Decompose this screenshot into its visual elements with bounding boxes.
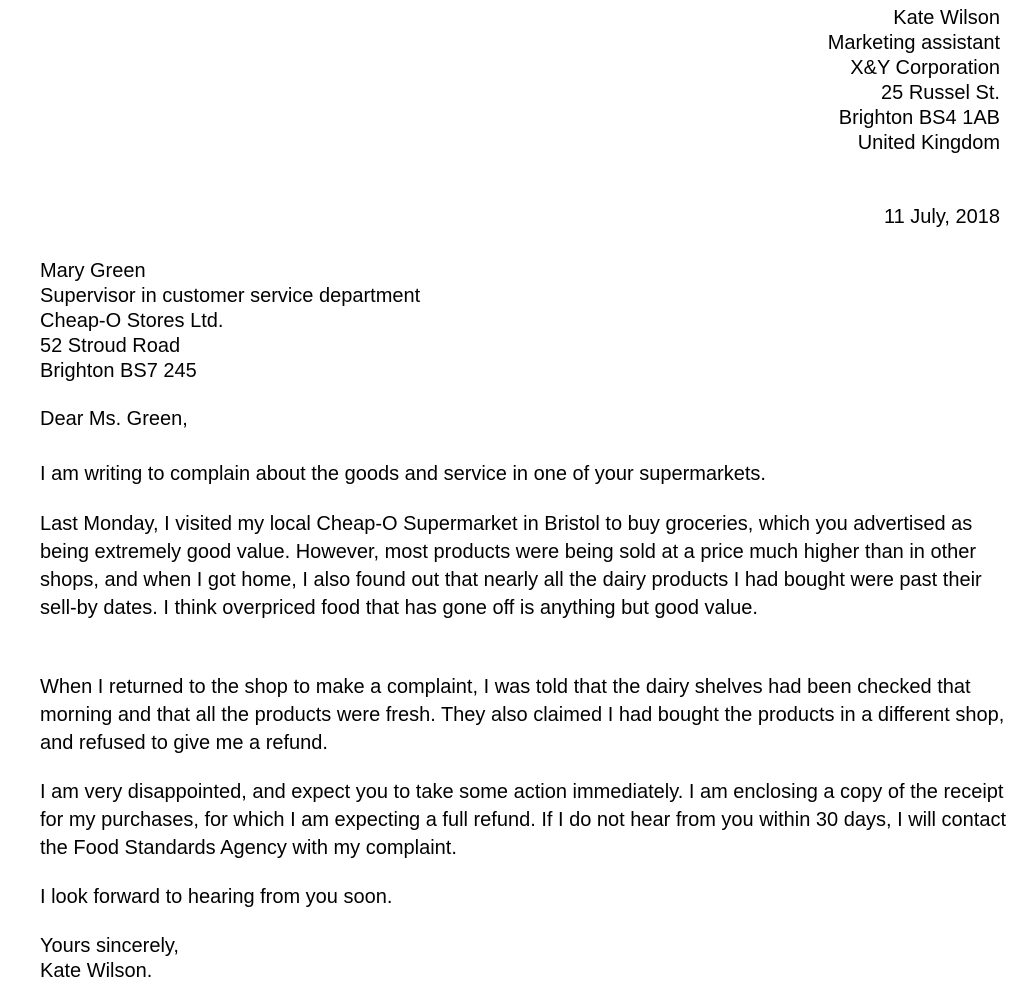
sender-city: Brighton BS4 1AB bbox=[838, 107, 1000, 129]
salutation: Dear Ms. Green, bbox=[40, 408, 188, 430]
sender-name: Kate Wilson bbox=[893, 7, 1000, 29]
letter-date: 11 July, 2018 bbox=[883, 206, 1000, 228]
sign-off: Yours sincerely, bbox=[40, 935, 179, 957]
recipient-city: Brighton BS7 245 bbox=[40, 360, 197, 382]
body-paragraph-2: Last Monday, I visited my local Cheap-O Supermarket in Bristol to buy groceries, which you advertised as being extremely good value. However, most products were being sold at a price much higher than in other shops, and when I got home, I also found out that nearly all the dairy products I had bought were past their sell-by dates. I think overpriced food that has gone off is anything but good value. bbox=[40, 513, 982, 619]
body-paragraph-3: When I returned to the shop to make a complaint, I was told that the dairy shelves had been checked that morning and that all the products were fresh. They also claimed I had bought the products in a different shop, and refused to give me a refund. bbox=[40, 676, 1005, 754]
recipient-address-block bbox=[40, 259, 420, 384]
recipient-street: 52 Stroud Road bbox=[40, 335, 181, 357]
sender-address-block bbox=[828, 6, 1000, 156]
recipient-company: Cheap-O Stores Ltd. bbox=[40, 310, 224, 332]
sender-country: United Kingdom bbox=[857, 132, 1000, 154]
closing-block bbox=[40, 934, 179, 984]
sender-title: Marketing assistant bbox=[827, 32, 1000, 54]
sender-company: X&Y Corporation bbox=[850, 57, 1000, 79]
body-paragraph-1: I am writing to complain about the goods and service in one of your supermarkets. bbox=[40, 463, 766, 485]
sender-street: 25 Russel St. bbox=[881, 82, 1000, 104]
body-paragraph-4: I am very disappointed, and expect you to take some action immediately. I am enclosing a copy of the receipt for my purchases, for which I am expecting a full refund. If I do not hear from you within 30 days, I will contact the Food Standards Agency with my complaint. bbox=[40, 781, 1007, 859]
body-paragraph-5: I look forward to hearing from you soon. bbox=[40, 886, 393, 908]
signature-name: Kate Wilson. bbox=[40, 960, 153, 982]
recipient-title: Supervisor in customer service department bbox=[40, 285, 421, 307]
recipient-name: Mary Green bbox=[40, 260, 146, 282]
